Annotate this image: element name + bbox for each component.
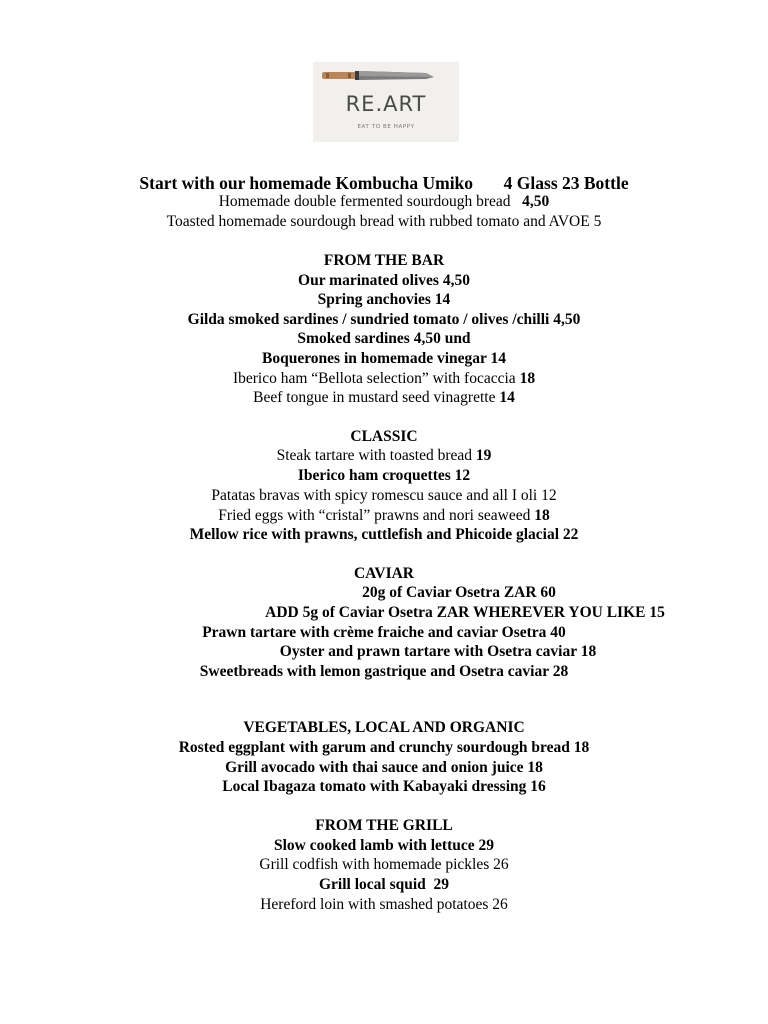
menu-item: Grill codfish with homemade pickles 26: [259, 856, 509, 873]
item-price: 14: [499, 389, 515, 406]
item-name: Steak tartare with toasted bread: [276, 447, 473, 464]
menu-item: Boquerones in homemade vinegar 14: [262, 350, 506, 367]
menu-item: Sweetbreads with lemon gastrique and Osetra caviar 28: [199, 663, 569, 680]
toasted-bread-line: Toasted homemade sourdough bread with rubbed tomato and AVOE 5: [166, 213, 602, 230]
section-title-classic: CLASSIC: [350, 428, 418, 445]
item-price: 18: [534, 507, 550, 524]
menu-item: Iberico ham croquettes 12: [297, 467, 471, 484]
menu-item: Hereford loin with smashed potatoes 26: [260, 896, 508, 913]
restaurant-logo: [313, 62, 459, 142]
bread-line: [0, 193, 768, 211]
menu-item: Patatas bravas with spicy romescu sauce and all I oli 12: [211, 487, 557, 504]
menu-item: Slow cooked lamb with lettuce 29: [273, 837, 494, 854]
menu-item: Local Ibagaza tomato with Kabayaki dressing 16: [222, 778, 546, 795]
menu-item: Rosted eggplant with garum and crunchy sourdough bread 18: [178, 739, 590, 756]
menu-item: Grill avocado with thai sauce and onion juice 18: [225, 759, 543, 776]
knife-icon: [322, 68, 434, 82]
menu-item: Oyster and prawn tartare with Osetra caviar 18: [279, 643, 597, 660]
menu-item: Smoked sardines 4,50 und: [297, 330, 471, 347]
kombucha-line: Start with our homemade Kombucha Umiko 4 Glass 23 Bottle: [139, 173, 629, 193]
menu-item: [0, 507, 768, 525]
menu-item: Spring anchovies 14: [317, 291, 451, 308]
item-name: Fried eggs with “cristal” prawns and nori seaweed: [218, 507, 531, 524]
brand-tagline: EAT TO BE HAPPY: [357, 124, 415, 130]
menu-item: Gilda smoked sardines / sundried tomato / olives /chilli 4,50: [187, 311, 581, 328]
brand-name: RE.ART: [345, 92, 427, 116]
section-title-vegetables: VEGETABLES, LOCAL AND ORGANIC: [243, 719, 525, 736]
menu-item: [0, 370, 768, 388]
menu-item: Prawn tartare with crème fraiche and caviar Osetra 40: [202, 624, 566, 641]
menu-item: Grill local squid 29: [318, 876, 450, 893]
menu-item: Mellow rice with prawns, cuttlefish and Phicoide glacial 22: [189, 526, 579, 543]
bread-price: 4,50: [522, 193, 550, 210]
menu-item: ADD 5g of Caviar Osetra ZAR WHEREVER YOU LIKE 15: [265, 604, 665, 621]
menu-item: [0, 389, 768, 407]
bread-text: Homemade double fermented sourdough bread: [218, 193, 511, 210]
item-price: 18: [519, 370, 536, 387]
section-title-caviar: CAVIAR: [353, 565, 414, 582]
menu-item: [0, 447, 768, 465]
menu-item: Our marinated olives 4,50: [298, 272, 470, 289]
section-title-grill: FROM THE GRILL: [315, 817, 453, 834]
item-price: 19: [475, 447, 492, 464]
item-name: Iberico ham “Bellota selection” with focaccia: [232, 370, 516, 387]
item-name: Beef tongue in mustard seed vinagrette: [253, 389, 496, 406]
menu-item: 20g of Caviar Osetra ZAR 60: [362, 584, 556, 601]
section-title-bar: FROM THE BAR: [323, 252, 445, 269]
